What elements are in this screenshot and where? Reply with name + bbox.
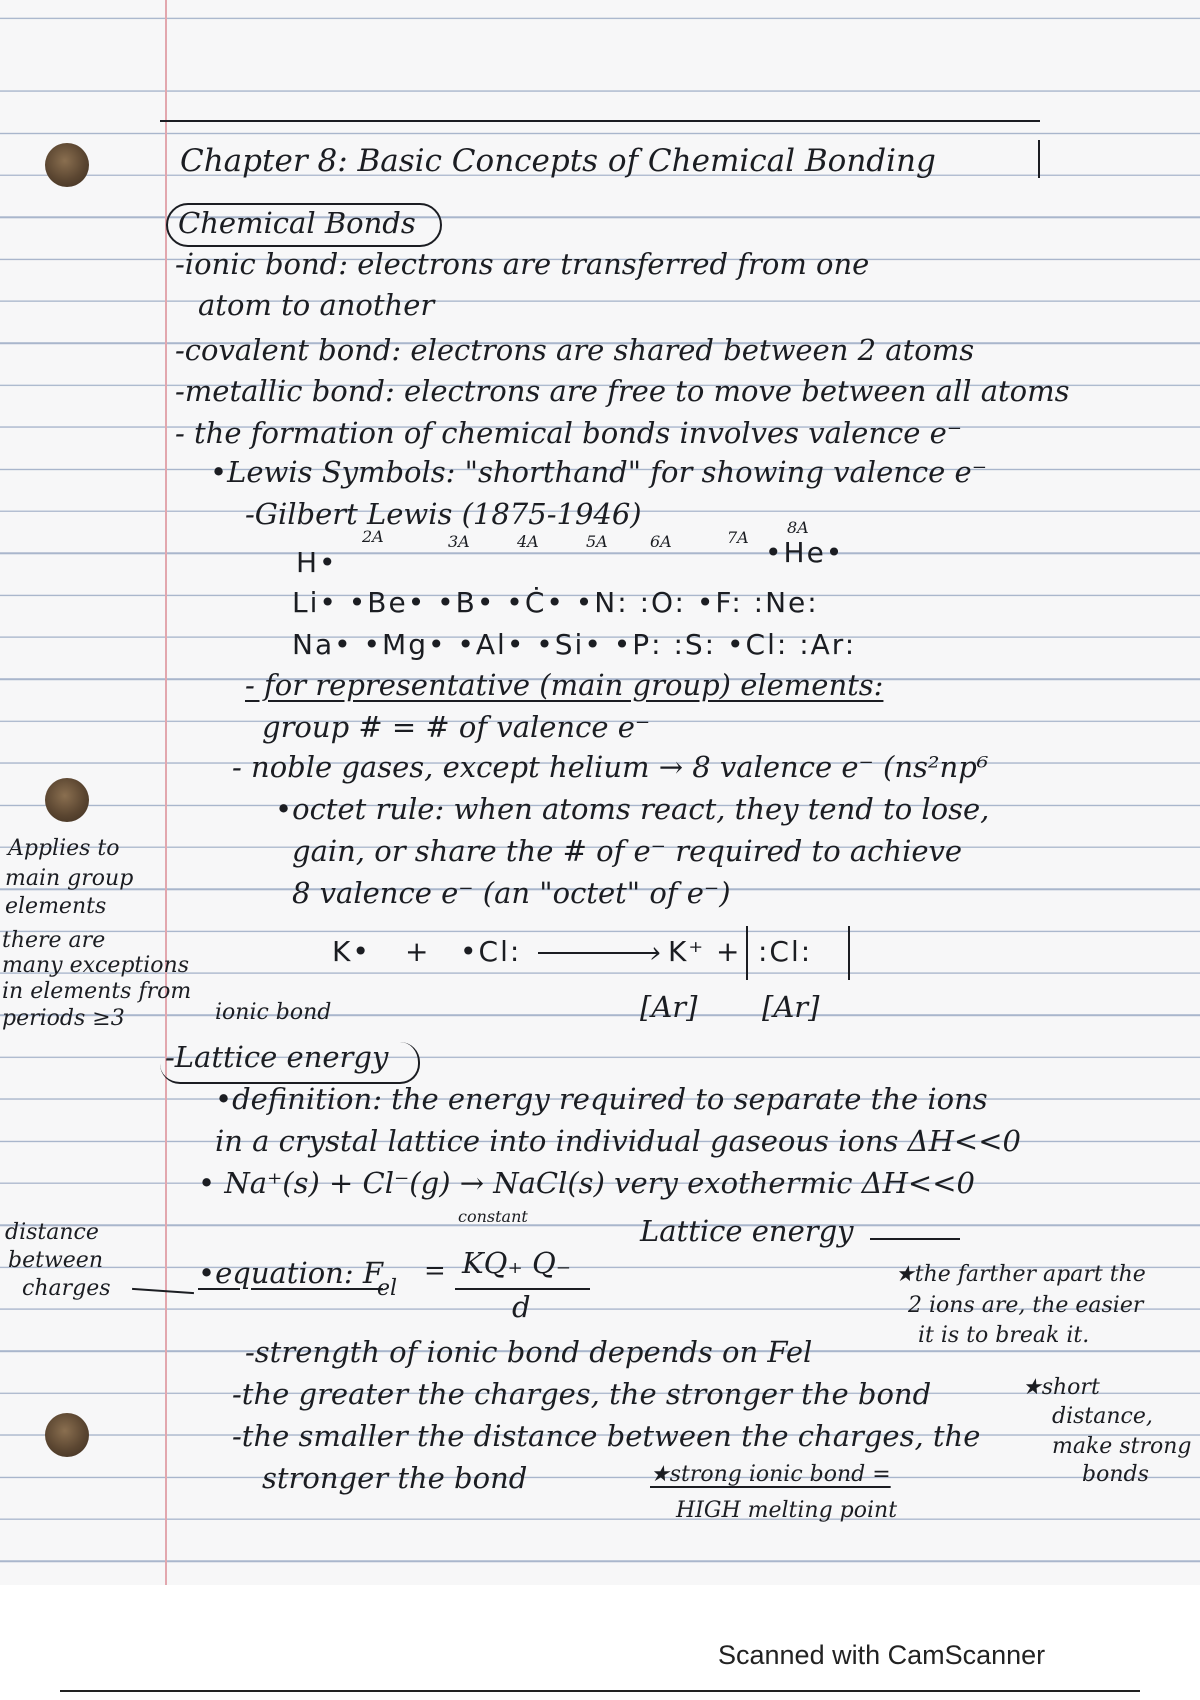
note-line: •Lewis Symbols: "shorthand" for showing valence e⁻ (210, 455, 988, 489)
rxn-argon-config: [Ar] (762, 990, 820, 1024)
lewis-hydrogen: H• (296, 546, 338, 579)
note-line: -ionic bond: electrons are transferred from one (175, 247, 870, 281)
rxn-chloride-ion: :Cl: (758, 935, 813, 968)
margin-note: distance (5, 1220, 99, 1245)
margin-note: Applies to (8, 836, 120, 861)
binder-hole-2 (45, 778, 89, 822)
side-note: ★strong ionic bond = (650, 1462, 891, 1487)
note-line: 8 valence e⁻ (an "octet" of e⁻) (292, 876, 731, 910)
note-line: in a crystal lattice into individual gaseous ions ΔH<<0 (215, 1124, 1021, 1158)
note-line: - noble gases, except helium → 8 valence e⁻ (ns²np⁶ (232, 750, 989, 784)
margin-note: charges (22, 1276, 111, 1301)
note-line: •definition: the energy required to separate the ions (215, 1082, 988, 1116)
binder-hole-3 (45, 1413, 89, 1457)
lewis-row-period-2: Li• •Be• •B• •Ċ• •N: :O: •F: :Ne: (292, 586, 819, 619)
binder-hole-1 (45, 143, 89, 187)
side-note: bonds (1082, 1462, 1149, 1487)
group-label: 2A (362, 527, 384, 546)
equation-subscript: el (377, 1276, 398, 1301)
margin-note: in elements from (2, 979, 192, 1004)
note-line: atom to another (198, 288, 435, 322)
side-note: distance, (1052, 1404, 1153, 1429)
title-right-rule (1038, 140, 1040, 178)
margin-note: main group (5, 866, 134, 891)
equals-sign: = (424, 1256, 446, 1286)
margin-note: elements (5, 894, 107, 919)
side-note: ★the farther apart the (895, 1262, 1146, 1287)
side-note: it is to break it. (918, 1323, 1090, 1348)
rxn-potassium-ion: K⁺ + (668, 935, 742, 968)
margin-note: many exceptions (2, 953, 189, 978)
group-label: 6A (650, 532, 672, 551)
side-note: ★short (1022, 1375, 1100, 1400)
note-line: -Gilbert Lewis (1875-1946) (245, 497, 642, 531)
note-line: •octet rule: when atoms react, they tend to lose, (275, 792, 990, 826)
group-label: 4A (517, 532, 539, 551)
annotation: Lattice energy (640, 1214, 854, 1248)
group-label: 3A (448, 532, 470, 551)
lewis-helium: •He• (765, 536, 845, 569)
rxn-label: ionic bond (215, 1000, 332, 1025)
rxn-argon-config: [Ar] (640, 990, 698, 1024)
lewis-row-period-3: Na• •Mg• •Al• •Si• •P: :S: •Cl: :Ar: (292, 628, 857, 661)
note-line: -the smaller the distance between the charges, the (232, 1419, 981, 1453)
side-note: 2 ions are, the easier (908, 1293, 1144, 1318)
note-line: group # = # of valence e⁻ (262, 710, 651, 744)
rxn-arrowhead: › (650, 935, 662, 969)
page-title: Chapter 8: Basic Concepts of Chemical Bonding (180, 143, 936, 179)
section-heading-lattice: -Lattice energy (165, 1040, 389, 1074)
annotation-arrow (870, 1238, 960, 1240)
equation-numerator: KQ₊ Q₋ (462, 1246, 572, 1280)
footer-rule (60, 1690, 1140, 1692)
margin-arrow (132, 1288, 194, 1294)
group-label: 7A (727, 528, 749, 547)
group-label: 8A (787, 518, 809, 537)
note-line: gain, or share the # of e⁻ required to achieve (292, 834, 963, 868)
margin-note: periods ≥3 (2, 1006, 125, 1031)
scanner-watermark: Scanned with CamScanner (718, 1640, 1046, 1670)
margin-line (165, 0, 167, 1585)
note-line: -metallic bond: electrons are free to move between all atoms (175, 374, 1070, 408)
note-line: -the greater the charges, the stronger the bond (232, 1377, 932, 1411)
section-heading-bonds: Chemical Bonds (178, 206, 416, 240)
note-line: - for representative (main group) elements: (245, 668, 884, 702)
rxn-chlorine: •Cl: (460, 935, 522, 968)
annotation: constant (458, 1207, 528, 1226)
note-line: stronger the bond (262, 1461, 528, 1495)
side-note: make strong (1052, 1434, 1192, 1459)
note-line: •equation: F (198, 1256, 383, 1290)
margin-note: between (8, 1248, 103, 1273)
rxn-arrow (538, 952, 658, 954)
equation-denominator: d (512, 1290, 531, 1324)
note-line: - the formation of chemical bonds involves valence e⁻ (175, 416, 963, 450)
note-line: -covalent bond: electrons are shared between 2 atoms (175, 333, 975, 367)
group-label: 5A (586, 532, 608, 551)
margin-note: there are (2, 928, 106, 953)
note-line: -strength of ionic bond depends on Fel (245, 1335, 813, 1369)
rxn-potassium: K• (332, 935, 371, 968)
side-note: HIGH melting point (676, 1498, 898, 1523)
rxn-plus: + (405, 935, 431, 968)
title-top-rule (160, 120, 1040, 122)
note-line: • Na⁺(s) + Cl⁻(g) → NaCl(s) very exothermic ΔH<<0 (198, 1166, 975, 1200)
